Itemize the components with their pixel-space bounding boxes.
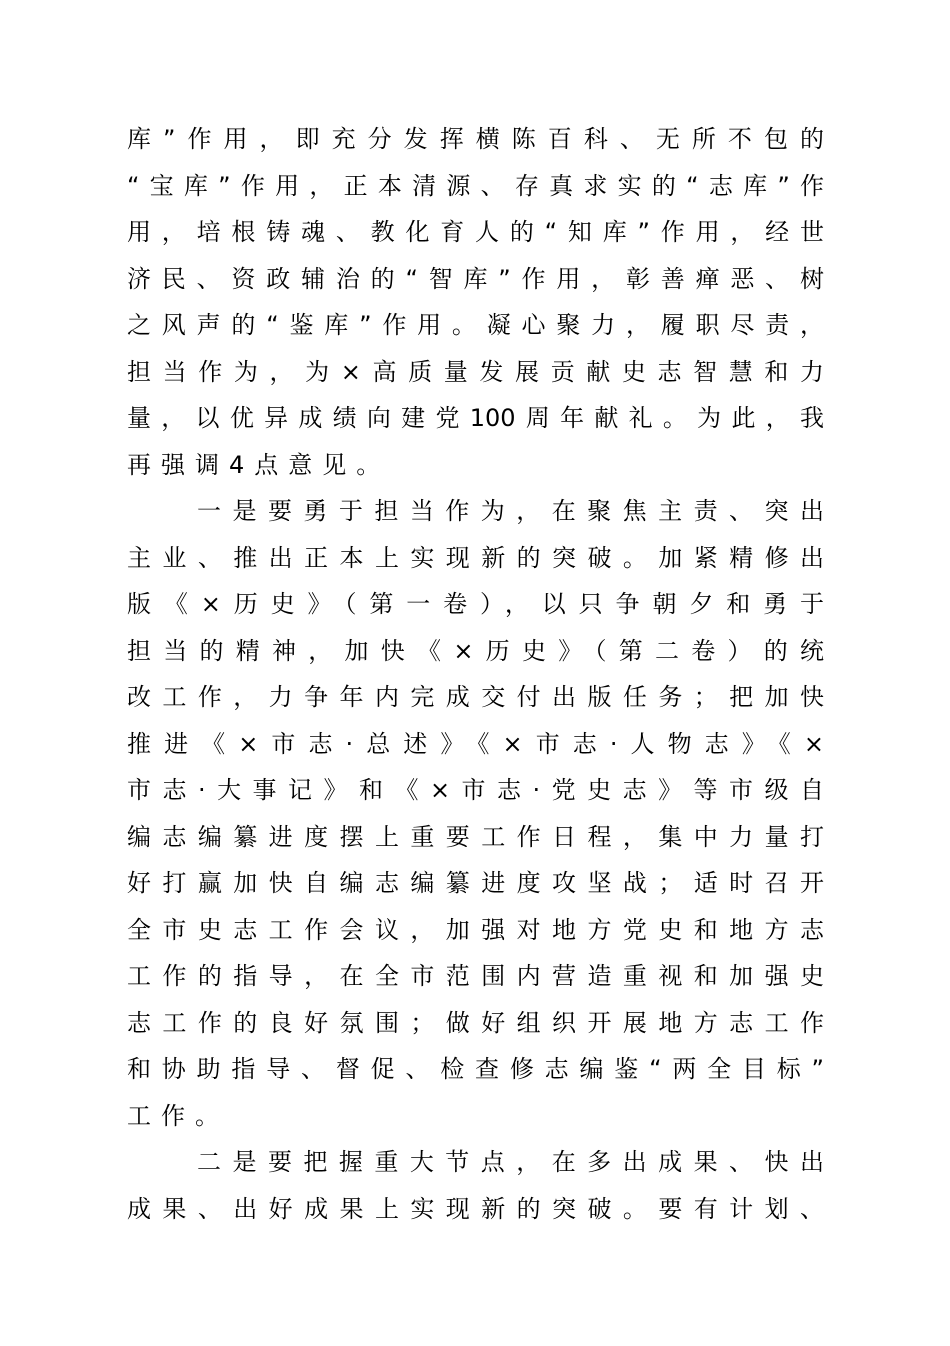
text-line: 济民、资政辅治的“智库”作用，彰善瘅恶、树 [127, 264, 824, 293]
text-line: 和协助指导、督促、检查修志编鉴“两全目标” [127, 1055, 824, 1083]
body-text [127, 116, 824, 1232]
paragraph-first-line: 二是要把握重大节点，在多出成果、快出 [197, 1148, 824, 1176]
text-line: “宝库”作用，正本清源、存真求实的“志库”作 [127, 171, 824, 200]
text-line: 改工作，力争年内完成交付出版任务；把加快 [127, 683, 824, 711]
paragraph-end-line: 再强调4点意见。 [127, 450, 391, 479]
text-line: 推进《×市志·总述》《×市志·人物志》《× [127, 729, 824, 758]
text-line: 用，培根铸魂、教化育人的“知库”作用，经世 [127, 218, 824, 246]
text-line: 全市史志工作会议，加强对地方党史和地方志 [127, 915, 824, 944]
text-line: 之风声的“鉴库”作用。凝心聚力，履职尽责， [127, 311, 824, 339]
text-line: 成果、出好成果上实现新的突破。要有计划、 [127, 1194, 824, 1223]
text-line: 好打赢加快自编志编纂进度攻坚战；适时召开 [127, 869, 824, 897]
text-line: 担当的精神，加快《×历史》（第二卷）的统 [127, 636, 824, 665]
text-line: 编志编纂进度摆上重要工作日程，集中力量打 [127, 822, 824, 851]
paragraph-first-line: 一是要勇于担当作为，在聚焦主责、突出 [197, 497, 824, 525]
text-line: 库”作用，即充分发挥横陈百科、无所不包的 [127, 125, 824, 153]
text-line: 志工作的良好氛围；做好组织开展地方志工作 [127, 1008, 824, 1037]
text-line: 量，以优异成绩向建党100周年献礼。为此，我 [127, 404, 824, 432]
text-line: 主业、推出正本上实现新的突破。加紧精修出 [127, 543, 824, 572]
paragraph-end-line: 工作。 [127, 1101, 229, 1130]
text-line: 担当作为，为×高质量发展贡献史志智慧和力 [127, 357, 824, 386]
text-line: 市志·大事记》和《×市志·党史志》等市级自 [127, 776, 824, 804]
text-line: 版《×历史》（第一卷），以只争朝夕和勇于 [127, 590, 824, 618]
text-line: 工作的指导，在全市范围内营造重视和加强史 [127, 962, 824, 990]
